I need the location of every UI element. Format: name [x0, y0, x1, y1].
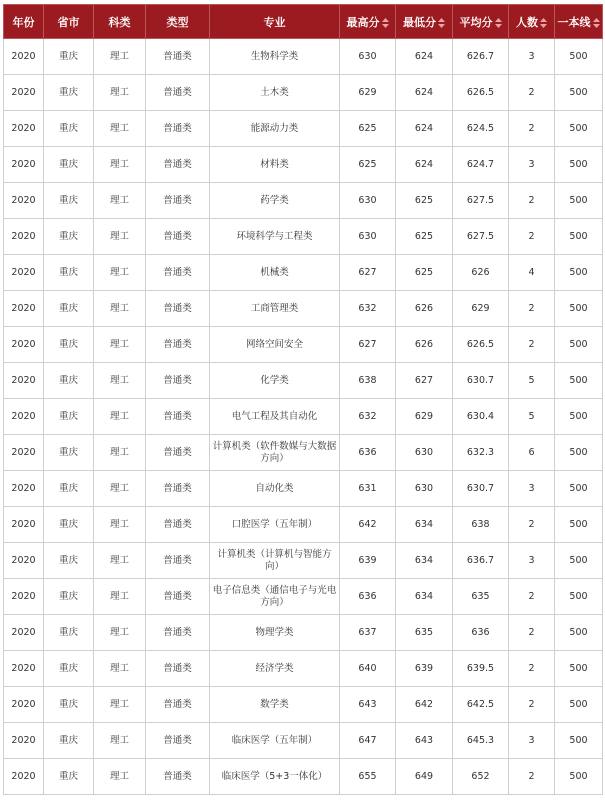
cell-first-tier-line: 500 — [555, 219, 603, 255]
cell-major: 口腔医学（五年制） — [210, 507, 340, 543]
cell-type: 普通类 — [146, 507, 210, 543]
cell-subject: 理工 — [94, 363, 146, 399]
cell-major: 物理学类 — [210, 615, 340, 651]
cell-min-score: 625 — [396, 255, 453, 291]
cell-province: 重庆 — [44, 759, 94, 795]
sort-arrows-icon[interactable] — [540, 18, 547, 28]
cell-province: 重庆 — [44, 615, 94, 651]
cell-max-score: 640 — [340, 651, 396, 687]
cell-type: 普通类 — [146, 75, 210, 111]
column-header-major — [210, 5, 340, 39]
table-row — [4, 219, 603, 255]
cell-type: 普通类 — [146, 579, 210, 615]
cell-subject: 理工 — [94, 723, 146, 759]
cell-province: 重庆 — [44, 399, 94, 435]
cell-first-tier-line: 500 — [555, 147, 603, 183]
column-header-min-score[interactable] — [396, 5, 453, 39]
column-header-label: 科类 — [108, 15, 131, 29]
cell-min-score: 626 — [396, 291, 453, 327]
cell-avg-score: 630.4 — [453, 399, 509, 435]
column-header-label: 最高分 — [346, 15, 380, 29]
cell-avg-score: 636 — [453, 615, 509, 651]
cell-year: 2020 — [4, 507, 44, 543]
cell-type: 普通类 — [146, 615, 210, 651]
sort-arrows-icon[interactable] — [593, 18, 600, 28]
cell-avg-score: 626.5 — [453, 327, 509, 363]
table-row — [4, 435, 603, 471]
cell-count: 2 — [509, 579, 555, 615]
cell-subject: 理工 — [94, 507, 146, 543]
cell-avg-score: 627.5 — [453, 183, 509, 219]
column-header-max-score[interactable] — [340, 5, 396, 39]
cell-first-tier-line: 500 — [555, 183, 603, 219]
table-row — [4, 723, 603, 759]
cell-count: 6 — [509, 435, 555, 471]
cell-type: 普通类 — [146, 363, 210, 399]
cell-subject: 理工 — [94, 615, 146, 651]
cell-max-score: 643 — [340, 687, 396, 723]
table-row — [4, 399, 603, 435]
cell-province: 重庆 — [44, 651, 94, 687]
cell-max-score: 625 — [340, 147, 396, 183]
cell-year: 2020 — [4, 255, 44, 291]
cell-avg-score: 629 — [453, 291, 509, 327]
cell-major: 临床医学（五年制） — [210, 723, 340, 759]
cell-year: 2020 — [4, 147, 44, 183]
cell-major: 经济学类 — [210, 651, 340, 687]
table-row — [4, 543, 603, 579]
cell-year: 2020 — [4, 183, 44, 219]
cell-max-score: 631 — [340, 471, 396, 507]
cell-min-score: 634 — [396, 579, 453, 615]
cell-first-tier-line: 500 — [555, 507, 603, 543]
cell-subject: 理工 — [94, 219, 146, 255]
cell-type: 普通类 — [146, 111, 210, 147]
table-row — [4, 687, 603, 723]
cell-min-score: 639 — [396, 651, 453, 687]
cell-type: 普通类 — [146, 183, 210, 219]
cell-first-tier-line: 500 — [555, 291, 603, 327]
cell-type: 普通类 — [146, 39, 210, 75]
cell-count: 4 — [509, 255, 555, 291]
cell-major: 计算机类（软件数媒与大数据方向） — [210, 435, 340, 471]
cell-major: 材料类 — [210, 147, 340, 183]
cell-count: 2 — [509, 327, 555, 363]
cell-min-score: 634 — [396, 507, 453, 543]
cell-max-score: 627 — [340, 255, 396, 291]
cell-first-tier-line: 500 — [555, 255, 603, 291]
cell-subject: 理工 — [94, 651, 146, 687]
cell-count: 2 — [509, 291, 555, 327]
cell-count: 3 — [509, 147, 555, 183]
cell-first-tier-line: 500 — [555, 687, 603, 723]
sort-arrows-icon[interactable] — [382, 18, 389, 28]
cell-province: 重庆 — [44, 219, 94, 255]
cell-avg-score: 627.5 — [453, 219, 509, 255]
cell-max-score: 627 — [340, 327, 396, 363]
table-row — [4, 75, 603, 111]
cell-year: 2020 — [4, 39, 44, 75]
cell-first-tier-line: 500 — [555, 39, 603, 75]
column-header-first-tier-line[interactable] — [555, 5, 603, 39]
cell-count: 3 — [509, 723, 555, 759]
cell-year: 2020 — [4, 579, 44, 615]
cell-min-score: 629 — [396, 399, 453, 435]
cell-year: 2020 — [4, 363, 44, 399]
cell-year: 2020 — [4, 615, 44, 651]
cell-major: 网络空间安全 — [210, 327, 340, 363]
cell-major: 临床医学（5+3一体化） — [210, 759, 340, 795]
cell-min-score: 625 — [396, 219, 453, 255]
cell-subject: 理工 — [94, 471, 146, 507]
cell-year: 2020 — [4, 291, 44, 327]
column-header-type — [146, 5, 210, 39]
cell-major: 能源动力类 — [210, 111, 340, 147]
cell-avg-score: 630.7 — [453, 363, 509, 399]
table-row — [4, 255, 603, 291]
cell-max-score: 638 — [340, 363, 396, 399]
cell-subject: 理工 — [94, 291, 146, 327]
cell-type: 普通类 — [146, 723, 210, 759]
cell-count: 5 — [509, 363, 555, 399]
cell-first-tier-line: 500 — [555, 723, 603, 759]
column-header-count[interactable] — [509, 5, 555, 39]
cell-max-score: 637 — [340, 615, 396, 651]
cell-min-score: 626 — [396, 327, 453, 363]
cell-subject: 理工 — [94, 543, 146, 579]
cell-year: 2020 — [4, 399, 44, 435]
cell-avg-score: 632.3 — [453, 435, 509, 471]
cell-province: 重庆 — [44, 75, 94, 111]
cell-min-score: 630 — [396, 435, 453, 471]
column-header-label: 年份 — [12, 15, 35, 29]
cell-first-tier-line: 500 — [555, 75, 603, 111]
cell-min-score: 649 — [396, 759, 453, 795]
cell-min-score: 625 — [396, 183, 453, 219]
cell-avg-score: 626 — [453, 255, 509, 291]
cell-year: 2020 — [4, 651, 44, 687]
cell-type: 普通类 — [146, 687, 210, 723]
cell-count: 2 — [509, 687, 555, 723]
cell-province: 重庆 — [44, 183, 94, 219]
table-body — [4, 39, 603, 795]
cell-year: 2020 — [4, 327, 44, 363]
admission-score-table — [3, 4, 603, 795]
column-header-label: 最低分 — [403, 15, 436, 29]
table-row — [4, 183, 603, 219]
sort-arrows-icon[interactable] — [438, 18, 445, 28]
cell-max-score: 636 — [340, 435, 396, 471]
cell-count: 2 — [509, 651, 555, 687]
cell-count: 2 — [509, 75, 555, 111]
cell-year: 2020 — [4, 219, 44, 255]
cell-subject: 理工 — [94, 327, 146, 363]
cell-year: 2020 — [4, 435, 44, 471]
cell-major: 环境科学与工程类 — [210, 219, 340, 255]
cell-first-tier-line: 500 — [555, 615, 603, 651]
cell-max-score: 630 — [340, 183, 396, 219]
cell-min-score: 630 — [396, 471, 453, 507]
cell-type: 普通类 — [146, 435, 210, 471]
cell-avg-score: 642.5 — [453, 687, 509, 723]
cell-min-score: 643 — [396, 723, 453, 759]
cell-province: 重庆 — [44, 579, 94, 615]
cell-first-tier-line: 500 — [555, 399, 603, 435]
cell-max-score: 632 — [340, 399, 396, 435]
cell-avg-score: 638 — [453, 507, 509, 543]
cell-min-score: 624 — [396, 147, 453, 183]
cell-first-tier-line: 500 — [555, 759, 603, 795]
cell-avg-score: 624.5 — [453, 111, 509, 147]
cell-max-score: 632 — [340, 291, 396, 327]
cell-province: 重庆 — [44, 363, 94, 399]
cell-first-tier-line: 500 — [555, 579, 603, 615]
cell-min-score: 627 — [396, 363, 453, 399]
column-header-label: 类型 — [166, 15, 189, 29]
cell-type: 普通类 — [146, 471, 210, 507]
cell-year: 2020 — [4, 543, 44, 579]
cell-count: 2 — [509, 111, 555, 147]
table-row — [4, 507, 603, 543]
cell-province: 重庆 — [44, 255, 94, 291]
table-row — [4, 147, 603, 183]
cell-first-tier-line: 500 — [555, 363, 603, 399]
cell-first-tier-line: 500 — [555, 327, 603, 363]
cell-year: 2020 — [4, 75, 44, 111]
cell-province: 重庆 — [44, 39, 94, 75]
cell-count: 2 — [509, 507, 555, 543]
cell-province: 重庆 — [44, 507, 94, 543]
table-row — [4, 471, 603, 507]
cell-province: 重庆 — [44, 291, 94, 327]
cell-province: 重庆 — [44, 327, 94, 363]
cell-max-score: 642 — [340, 507, 396, 543]
sort-arrows-icon[interactable] — [495, 18, 502, 28]
cell-count: 2 — [509, 183, 555, 219]
cell-year: 2020 — [4, 111, 44, 147]
cell-max-score: 639 — [340, 543, 396, 579]
cell-count: 2 — [509, 615, 555, 651]
cell-province: 重庆 — [44, 471, 94, 507]
cell-subject: 理工 — [94, 147, 146, 183]
cell-subject: 理工 — [94, 111, 146, 147]
cell-avg-score: 639.5 — [453, 651, 509, 687]
column-header-year — [4, 5, 44, 39]
cell-type: 普通类 — [146, 327, 210, 363]
cell-subject: 理工 — [94, 183, 146, 219]
cell-type: 普通类 — [146, 291, 210, 327]
cell-year: 2020 — [4, 723, 44, 759]
cell-max-score: 630 — [340, 39, 396, 75]
cell-avg-score: 626.5 — [453, 75, 509, 111]
cell-major: 化学类 — [210, 363, 340, 399]
cell-major: 电子信息类（通信电子与光电方向） — [210, 579, 340, 615]
cell-province: 重庆 — [44, 435, 94, 471]
cell-type: 普通类 — [146, 759, 210, 795]
table-row — [4, 651, 603, 687]
cell-subject: 理工 — [94, 435, 146, 471]
cell-min-score: 624 — [396, 111, 453, 147]
cell-year: 2020 — [4, 687, 44, 723]
cell-first-tier-line: 500 — [555, 651, 603, 687]
column-header-label: 平均分 — [459, 15, 493, 29]
cell-count: 2 — [509, 219, 555, 255]
table-row — [4, 363, 603, 399]
column-header-avg-score[interactable] — [453, 5, 509, 39]
cell-count: 5 — [509, 399, 555, 435]
cell-min-score: 642 — [396, 687, 453, 723]
cell-avg-score: 652 — [453, 759, 509, 795]
cell-min-score: 624 — [396, 75, 453, 111]
cell-province: 重庆 — [44, 111, 94, 147]
cell-major: 自动化类 — [210, 471, 340, 507]
column-header-label: 省市 — [57, 15, 80, 29]
cell-count: 2 — [509, 759, 555, 795]
cell-major: 电气工程及其自动化 — [210, 399, 340, 435]
cell-avg-score: 636.7 — [453, 543, 509, 579]
table-header-row — [4, 5, 603, 39]
cell-avg-score: 645.3 — [453, 723, 509, 759]
cell-first-tier-line: 500 — [555, 111, 603, 147]
column-header-label: 一本线 — [557, 15, 591, 29]
cell-subject: 理工 — [94, 579, 146, 615]
cell-year: 2020 — [4, 759, 44, 795]
cell-max-score: 630 — [340, 219, 396, 255]
cell-avg-score: 635 — [453, 579, 509, 615]
cell-avg-score: 626.7 — [453, 39, 509, 75]
table-row — [4, 327, 603, 363]
cell-type: 普通类 — [146, 147, 210, 183]
table-row — [4, 759, 603, 795]
column-header-subject — [94, 5, 146, 39]
cell-major: 机械类 — [210, 255, 340, 291]
cell-subject: 理工 — [94, 75, 146, 111]
cell-max-score: 647 — [340, 723, 396, 759]
cell-count: 3 — [509, 39, 555, 75]
cell-major: 生物科学类 — [210, 39, 340, 75]
admission-score-table-container — [3, 4, 602, 795]
cell-subject: 理工 — [94, 759, 146, 795]
table-row — [4, 579, 603, 615]
cell-subject: 理工 — [94, 399, 146, 435]
cell-type: 普通类 — [146, 255, 210, 291]
cell-major: 计算机类（计算机与智能方向） — [210, 543, 340, 579]
cell-type: 普通类 — [146, 219, 210, 255]
cell-min-score: 634 — [396, 543, 453, 579]
cell-count: 3 — [509, 543, 555, 579]
table-row — [4, 111, 603, 147]
cell-subject: 理工 — [94, 39, 146, 75]
cell-max-score: 636 — [340, 579, 396, 615]
cell-subject: 理工 — [94, 255, 146, 291]
table-row — [4, 39, 603, 75]
cell-count: 3 — [509, 471, 555, 507]
column-header-province — [44, 5, 94, 39]
cell-major: 土木类 — [210, 75, 340, 111]
cell-type: 普通类 — [146, 399, 210, 435]
cell-min-score: 624 — [396, 39, 453, 75]
column-header-label: 专业 — [263, 15, 286, 29]
cell-avg-score: 630.7 — [453, 471, 509, 507]
cell-province: 重庆 — [44, 147, 94, 183]
cell-major: 数学类 — [210, 687, 340, 723]
cell-major: 药学类 — [210, 183, 340, 219]
cell-max-score: 655 — [340, 759, 396, 795]
cell-avg-score: 624.7 — [453, 147, 509, 183]
cell-min-score: 635 — [396, 615, 453, 651]
table-row — [4, 615, 603, 651]
cell-first-tier-line: 500 — [555, 435, 603, 471]
cell-year: 2020 — [4, 471, 44, 507]
cell-province: 重庆 — [44, 687, 94, 723]
cell-type: 普通类 — [146, 651, 210, 687]
cell-province: 重庆 — [44, 723, 94, 759]
cell-first-tier-line: 500 — [555, 471, 603, 507]
cell-subject: 理工 — [94, 687, 146, 723]
column-header-label: 人数 — [516, 15, 538, 29]
cell-max-score: 629 — [340, 75, 396, 111]
cell-max-score: 625 — [340, 111, 396, 147]
table-row — [4, 291, 603, 327]
cell-first-tier-line: 500 — [555, 543, 603, 579]
cell-major: 工商管理类 — [210, 291, 340, 327]
cell-type: 普通类 — [146, 543, 210, 579]
cell-province: 重庆 — [44, 543, 94, 579]
